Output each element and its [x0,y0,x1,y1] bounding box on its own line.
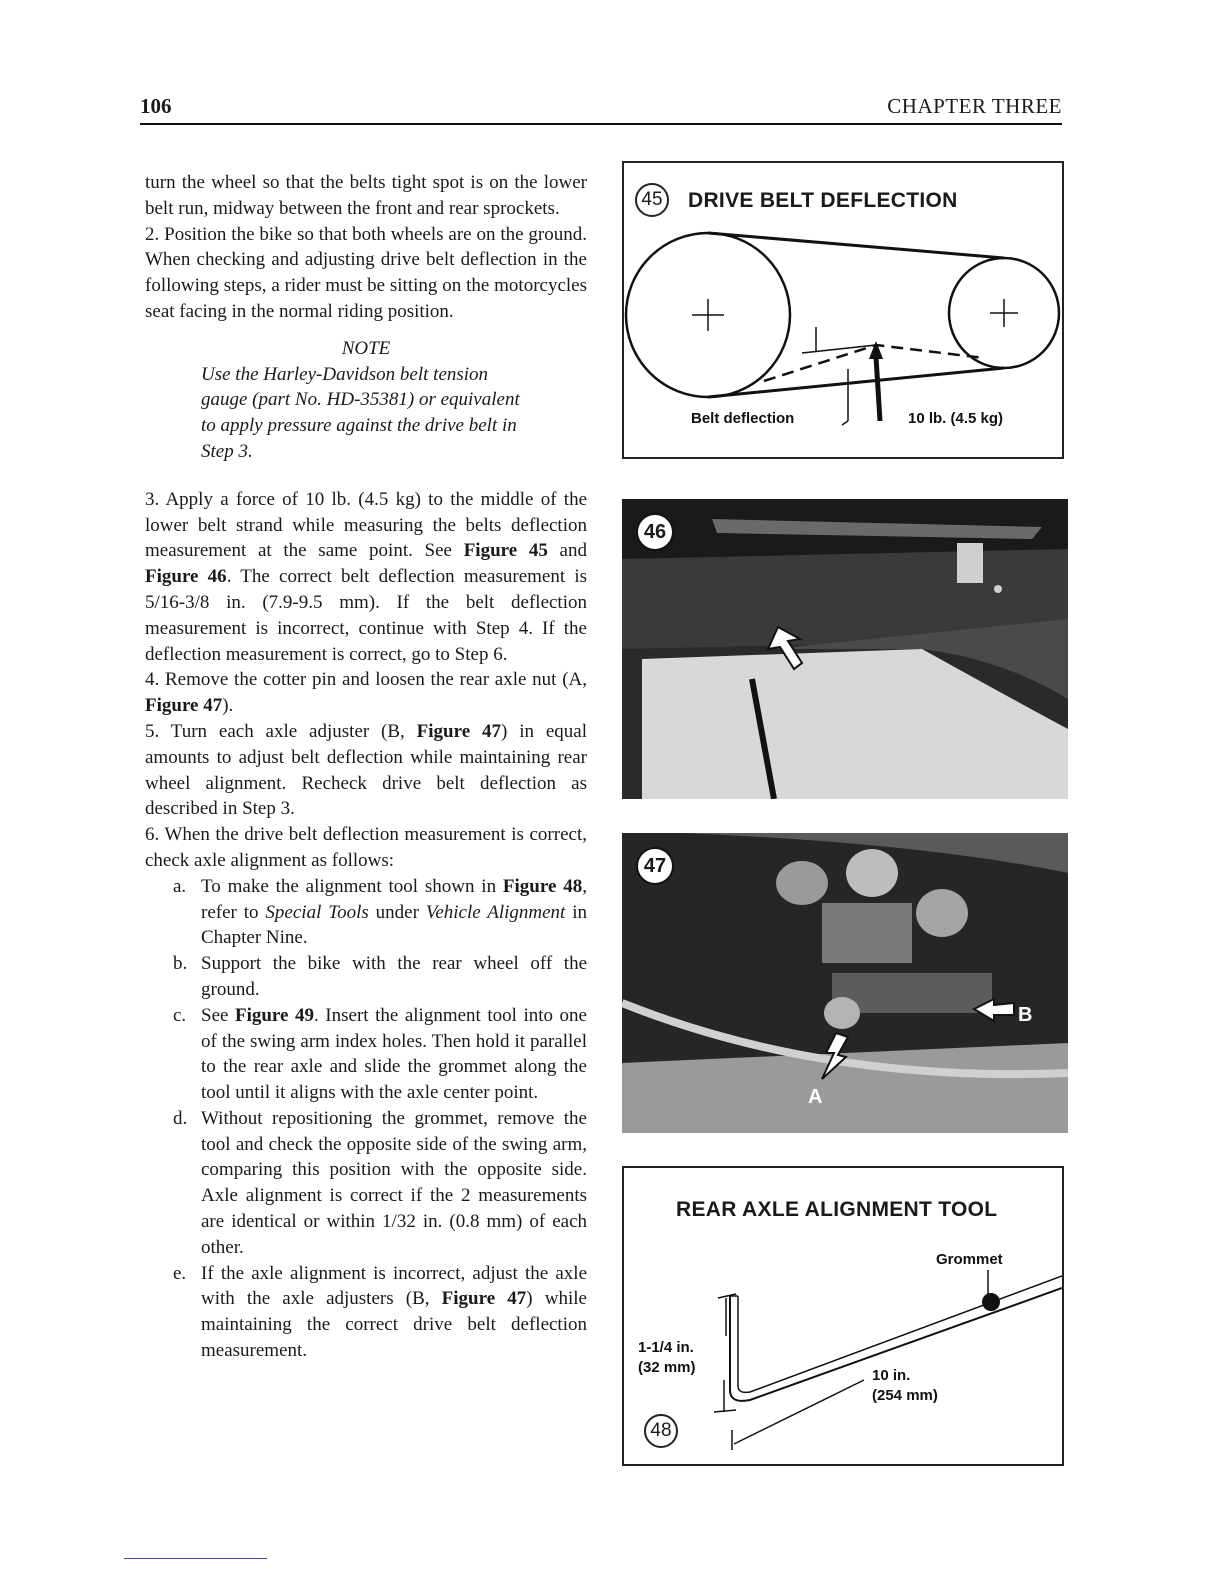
note-heading: NOTE [341,337,391,359]
substep-a-text-2: , refer to [201,875,587,923]
bracket [957,543,983,583]
belt-deflection-label: Belt deflection [691,410,795,427]
step-4-text-a: 4. Remove the cotter pin and loosen the rear axle nut (A, [145,669,587,691]
figure-48-title: REAR AXLE ALIGNMENT TOOL [676,1198,998,1221]
substep-b [145,951,587,1003]
force-label: 10 lb. (4.5 kg) [908,410,1004,427]
spacer [145,465,587,487]
adjuster-nut-1 [776,861,828,905]
substep-c [145,1003,587,1106]
substep-a-text-1: To make the alignment tool shown in [201,875,503,897]
adjuster-nut-3 [916,889,968,937]
step-3-text-a: 3. Apply a force of 10 lb. (4.5 kg) to the middle of the lower belt strand while measuring the belts deflection measurement at the same point. See [145,488,587,562]
axle-block [822,903,912,963]
chapter-title: CHAPTER THREE [887,94,1062,118]
substep-a [145,874,587,951]
substep-d-text: Without repositioning the grommet, remove the tool and check the opposite side of the swing arm, comparing this position with the opposite side. Axle alignment is correct if the 2 measurements are identical or within 1/32 in. (0.8 mm) of each other. [201,1107,587,1258]
substep-e-text-1: If the axle alignment is incorrect, adjust the axle with the axle adjusters (B, [201,1262,587,1310]
substep-marker: c. [173,1004,187,1026]
figure-45-box [622,161,1064,459]
force-arrow-shaft [876,357,880,421]
figure-47-label-a: A [808,1086,823,1108]
substep-marker: e. [173,1262,187,1284]
vehicle-alignment-ref: Vehicle Alignment [425,901,566,923]
substep-c-text-1: See [201,1004,235,1026]
short-dimension-inches: 1-1/4 in. [638,1339,694,1356]
figure-45-title: DRIVE BELT DEFLECTION [688,189,958,212]
substep-e [145,1261,587,1364]
figure-ref-47: Figure 47 [441,1288,527,1310]
figure-48-box [622,1166,1064,1466]
figure-45-number: 45 [635,183,669,217]
substep-e-text-2: ) while maintaining the correct drive belt deflection measurement. [201,1288,587,1362]
figure-47-photo [622,833,1068,1133]
header-rule [140,123,1062,125]
step-4 [145,667,587,719]
substep-b-text: Support the bike with the rear wheel off the ground. [201,953,587,1000]
alignment-tool-diagram [624,1168,1062,1464]
figure-46-photo [622,499,1068,799]
axle-photo [622,833,1068,1133]
step-5-text-a: 5. Turn each axle adjuster (B, [145,720,417,742]
substep-marker: d. [173,1107,188,1129]
figure-ref-48: Figure 48 [502,875,583,897]
figure-ref-49: Figure 49 [234,1004,314,1026]
figure-ref-47: Figure 47 [416,720,502,742]
footer-rule [124,1558,267,1559]
figure-ref-46: Figure 46 [145,566,227,588]
figure-47-label-b: B [1018,1004,1033,1026]
figure-ref-45: Figure 45 [463,540,548,562]
axle-nut [824,997,860,1029]
substep-a-text-3: under [368,901,426,923]
body-text-column [145,170,587,1364]
belt-deflection-diagram [624,163,1062,457]
deflection-pointer-hook [842,421,848,425]
dim-long-line [734,1380,864,1444]
step-5 [145,719,587,822]
short-dimension-mm: (32 mm) [638,1359,696,1376]
special-tools-ref: Special Tools [265,901,369,923]
figure-46-number: 46 [636,513,674,551]
step-3-and: and [547,540,587,562]
figure-ref-47: Figure 47 [145,695,223,717]
dim-bottom-tick [714,1410,736,1412]
step-3 [145,487,587,668]
grommet-label: Grommet [936,1251,1003,1268]
long-dimension-mm: (254 mm) [872,1387,938,1404]
page-number: 106 [140,94,172,118]
force-arrow-head [869,341,883,359]
step-3-text-b: . The correct belt deflection measurement is 5/16-3/8 in. (7.9-9.5 mm). If the belt deflection measurement is incorrect, continue with Step 4. If the deflection measurement is correct, go to Step 6. [145,566,587,665]
belt-photo [622,499,1068,799]
adjuster-nut-2 [846,849,898,897]
step-5-text-b: ) in equal amounts to adjust belt deflection while maintaining rear wheel alignment. Recheck drive belt deflection as described in Step 3. [145,720,587,820]
substep-a-text-4: in Chapter Nine. [201,901,588,949]
figure-48-number: 48 [644,1414,678,1448]
substep-c-text-2: . Insert the alignment tool into one of the swing arm index holes. Then hold it parallel to the rear axle and slide the grommet along the tool until it aligns with the axle center point. [201,1004,587,1104]
step-6: 6. When the drive belt deflection measurement is correct, check axle alignment as follows: [145,824,587,871]
figure-47-number: 47 [636,847,674,885]
step-4-text-b: ). [222,695,234,717]
step-2: 2. Position the bike so that both wheels are on the ground. When checking and adjusting drive belt deflection in the following steps, a rider must be sitting on the motorcycles seat facing in the normal riding position. [145,223,587,322]
long-dimension-inches: 10 in. [872,1367,911,1384]
substep-marker: b. [173,953,188,975]
bolt [994,585,1002,593]
substep-d [145,1106,587,1261]
substep-marker: a. [173,875,187,897]
note-body: Use the Harley-Davidson belt tension gauge (part No. HD-35381) or equivalent to apply pressure against the drive belt in Step 3. [201,363,520,462]
paragraph-continuation: turn the wheel so that the belts tight spot is on the lower belt run, midway between the front and rear sprockets. [145,172,587,219]
